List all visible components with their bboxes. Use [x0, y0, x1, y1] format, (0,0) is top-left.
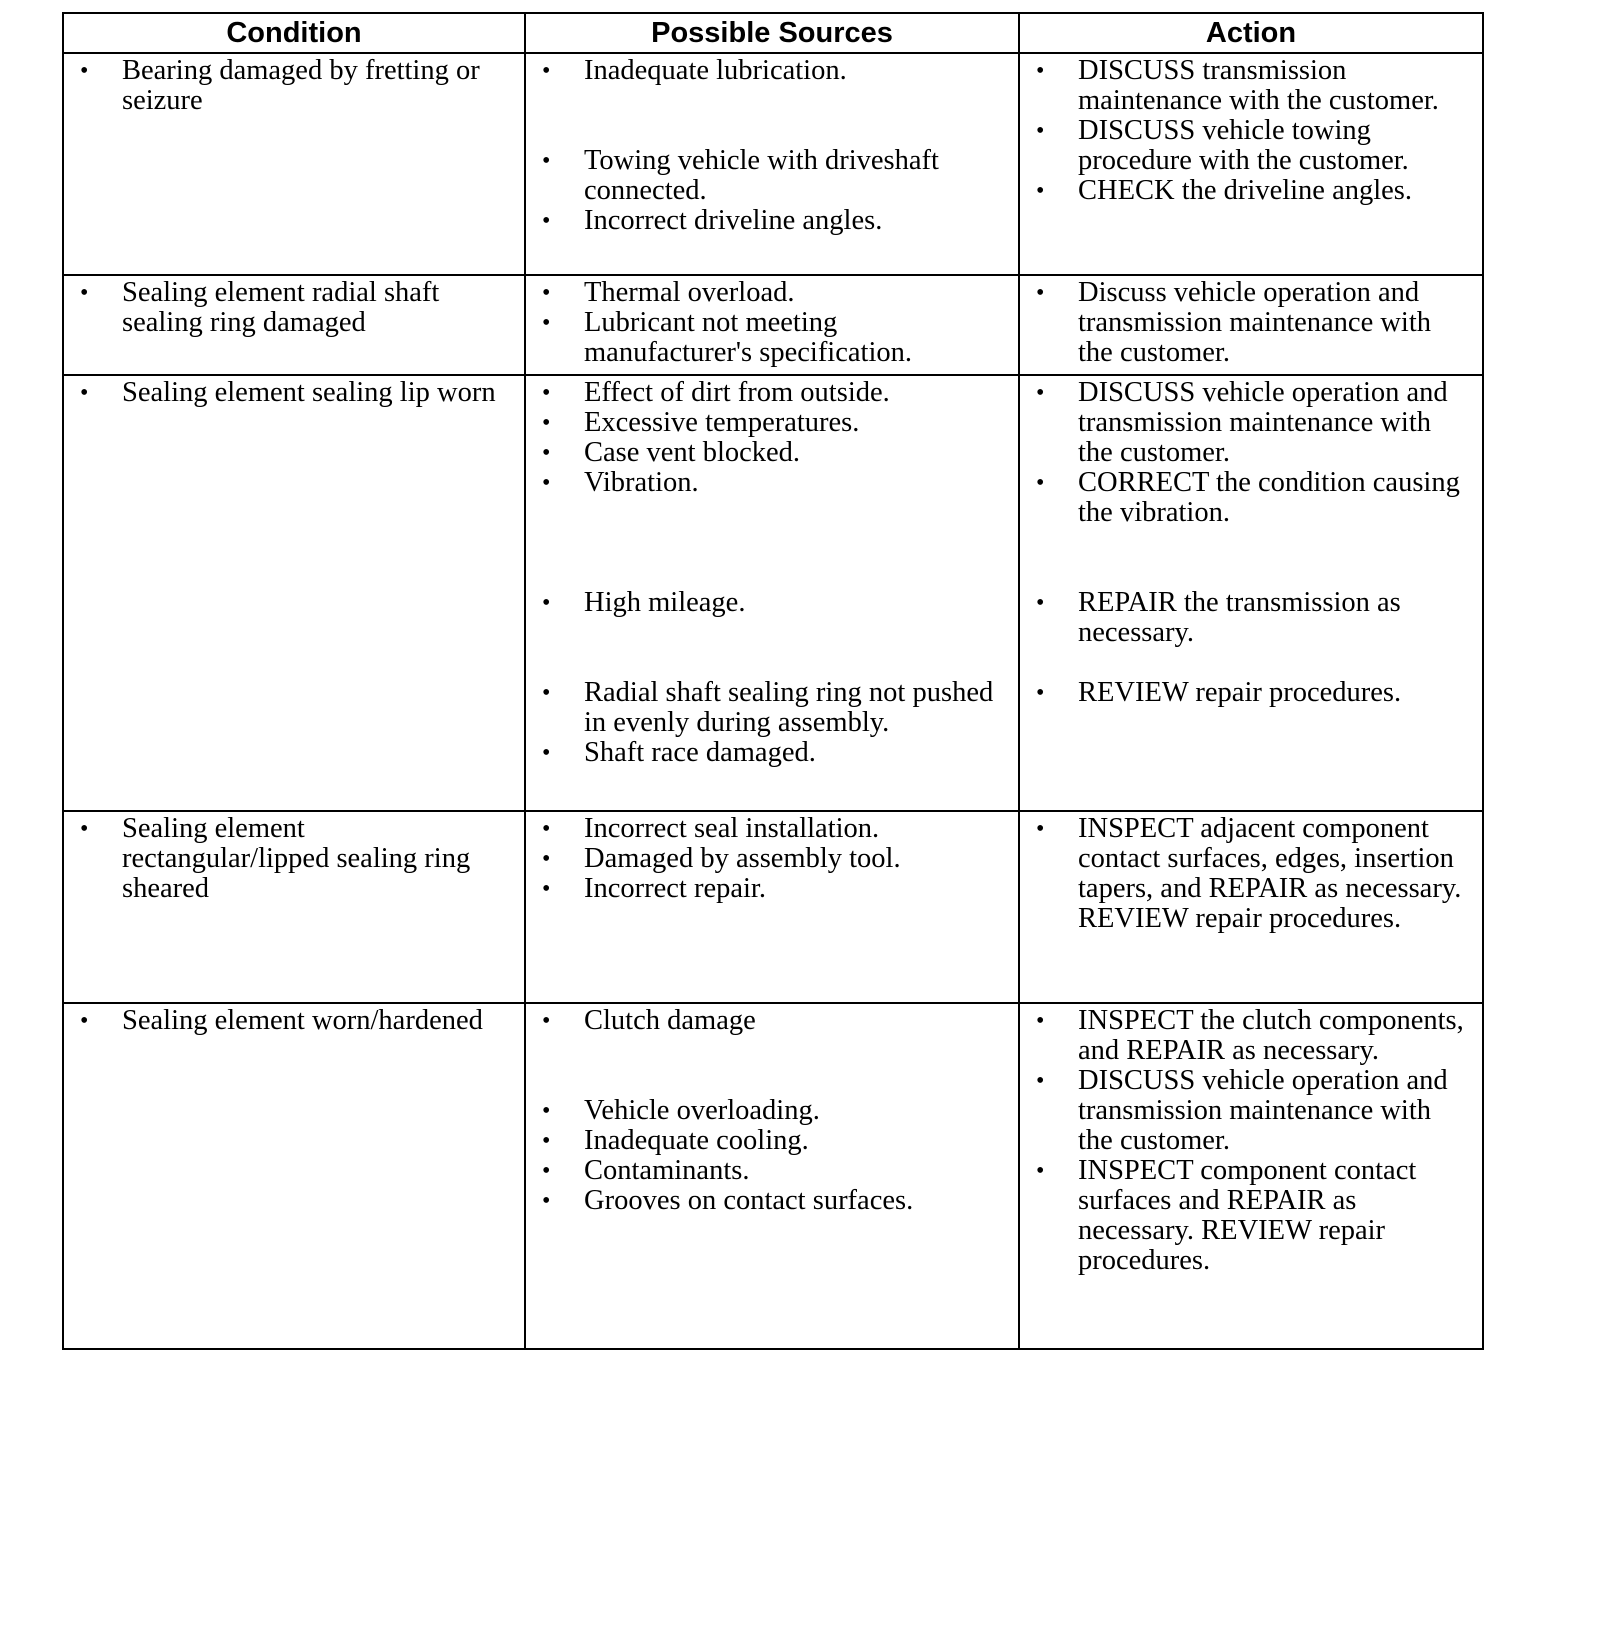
condition-text: Sealing element rectangular/lipped sealing ring sheared: [122, 813, 471, 904]
sources-cell: [525, 375, 1019, 811]
bullet-icon: •: [542, 1158, 551, 1184]
list-item: [540, 468, 1004, 498]
sources-cell: [525, 275, 1019, 375]
bullet-icon: •: [542, 1128, 551, 1154]
source-text: Vibration.: [584, 467, 699, 498]
table-row: [63, 375, 1483, 811]
list-item: [540, 56, 1004, 86]
list-item: [78, 1006, 510, 1036]
header-action: Action: [1019, 13, 1483, 53]
spacer: [540, 1036, 1004, 1096]
list-item: [1034, 116, 1468, 176]
bullet-icon: •: [1036, 380, 1045, 406]
bullet-icon: •: [542, 148, 551, 174]
list-item: [540, 146, 1004, 206]
source-text: Excessive temperatures.: [584, 407, 860, 438]
header-condition: Condition: [63, 13, 525, 53]
action-text: DISCUSS transmission maintenance with the customer.: [1078, 55, 1439, 116]
bullet-icon: •: [1036, 280, 1045, 306]
table-row: [63, 811, 1483, 1003]
list-item: [78, 378, 510, 408]
list-item: [540, 874, 1004, 904]
list-item: [540, 278, 1004, 308]
bullet-icon: •: [1036, 590, 1045, 616]
header-row: [63, 13, 1483, 53]
list-item: [540, 1096, 1004, 1126]
spacer: [540, 618, 1004, 678]
bullet-icon: •: [542, 816, 551, 842]
action-cell: [1019, 53, 1483, 275]
table-row: [63, 1003, 1483, 1349]
action-text: INSPECT adjacent component contact surfaces, edges, insertion tapers, and REPAIR as necessary. REVIEW repair procedures.: [1078, 813, 1462, 934]
source-text: Radial shaft sealing ring not pushed in evenly during assembly.: [584, 677, 994, 738]
action-text: INSPECT the clutch components, and REPAIR as necessary.: [1078, 1005, 1464, 1066]
list-item: [78, 56, 510, 116]
action-text: DISCUSS vehicle operation and transmission maintenance with the customer.: [1078, 377, 1448, 468]
action-text: DISCUSS vehicle towing procedure with the customer.: [1078, 115, 1409, 176]
list-item: [1034, 468, 1468, 528]
list-item: [1034, 588, 1468, 648]
condition-cell: [63, 1003, 525, 1349]
bullet-icon: •: [542, 1008, 551, 1034]
bullet-icon: •: [542, 58, 551, 84]
bullet-icon: •: [542, 380, 551, 406]
bullet-icon: •: [1036, 58, 1045, 84]
source-text: Incorrect repair.: [584, 873, 766, 904]
list-item: [540, 408, 1004, 438]
bullet-icon: •: [80, 58, 89, 84]
list-item: [540, 678, 1004, 738]
list-item: [540, 438, 1004, 468]
list-item: [1034, 1006, 1468, 1066]
condition-text: Sealing element sealing lip worn: [122, 377, 496, 408]
action-cell: [1019, 375, 1483, 811]
bullet-icon: •: [1036, 1158, 1045, 1184]
bullet-icon: •: [542, 876, 551, 902]
bullet-icon: •: [1036, 680, 1045, 706]
bullet-icon: •: [542, 1188, 551, 1214]
spacer: [1034, 648, 1468, 678]
bullet-icon: •: [542, 208, 551, 234]
list-item: [1034, 1156, 1468, 1276]
bullet-icon: •: [542, 680, 551, 706]
condition-text: Sealing element radial shaft sealing ring damaged: [122, 277, 440, 338]
list-item: [1034, 1066, 1468, 1156]
list-item: [1034, 176, 1468, 206]
bullet-icon: •: [80, 1008, 89, 1034]
list-item: [540, 814, 1004, 844]
list-item: [78, 278, 510, 338]
condition-cell: [63, 275, 525, 375]
bullet-icon: •: [80, 380, 89, 406]
bullet-icon: •: [542, 470, 551, 496]
bullet-icon: •: [1036, 178, 1045, 204]
source-text: Grooves on contact surfaces.: [584, 1185, 914, 1216]
action-cell: [1019, 275, 1483, 375]
spacer: [1034, 528, 1468, 588]
source-text: Incorrect seal installation.: [584, 813, 880, 844]
condition-text: Sealing element worn/hardened: [122, 1005, 483, 1036]
bullet-icon: •: [1036, 1008, 1045, 1034]
action-text: CHECK the driveline angles.: [1078, 175, 1413, 206]
table-row: [63, 53, 1483, 275]
bullet-icon: •: [542, 846, 551, 872]
list-item: [540, 308, 1004, 368]
bullet-icon: •: [1036, 470, 1045, 496]
list-item: [540, 1126, 1004, 1156]
condition-cell: [63, 53, 525, 275]
action-text: INSPECT component contact surfaces and REPAIR as necessary. REVIEW repair procedures.: [1078, 1155, 1417, 1276]
bullet-icon: •: [542, 280, 551, 306]
list-item: [540, 206, 1004, 236]
source-text: Effect of dirt from outside.: [584, 377, 890, 408]
source-text: Vehicle overloading.: [584, 1095, 820, 1126]
bullet-icon: •: [542, 440, 551, 466]
source-text: Towing vehicle with driveshaft connected.: [584, 145, 939, 206]
spacer: [540, 498, 1004, 588]
list-item: [1034, 678, 1468, 708]
list-item: [540, 1156, 1004, 1186]
source-text: Incorrect driveline angles.: [584, 205, 883, 236]
action-cell: [1019, 811, 1483, 1003]
source-text: Shaft race damaged.: [584, 737, 816, 768]
list-item: [1034, 56, 1468, 116]
bullet-icon: •: [80, 816, 89, 842]
source-text: High mileage.: [584, 587, 746, 618]
bullet-icon: •: [542, 1098, 551, 1124]
list-item: [540, 1006, 1004, 1036]
bullet-icon: •: [542, 310, 551, 336]
action-text: DISCUSS vehicle operation and transmission maintenance with the customer.: [1078, 1065, 1448, 1156]
action-text: REVIEW repair procedures.: [1078, 677, 1402, 708]
list-item: [540, 844, 1004, 874]
sources-cell: [525, 811, 1019, 1003]
source-text: Thermal overload.: [584, 277, 795, 308]
source-text: Contaminants.: [584, 1155, 750, 1186]
list-item: [540, 378, 1004, 408]
source-text: Clutch damage: [584, 1005, 756, 1036]
bullet-icon: •: [80, 280, 89, 306]
action-text: CORRECT the condition causing the vibration.: [1078, 467, 1460, 528]
diagnosis-table: [62, 12, 1484, 1350]
sources-cell: [525, 53, 1019, 275]
source-text: Damaged by assembly tool.: [584, 843, 901, 874]
list-item: [1034, 278, 1468, 368]
table-row: [63, 275, 1483, 375]
condition-cell: [63, 811, 525, 1003]
bullet-icon: •: [1036, 1068, 1045, 1094]
list-item: [540, 1186, 1004, 1216]
sources-cell: [525, 1003, 1019, 1349]
list-item: [540, 738, 1004, 768]
action-text: Discuss vehicle operation and transmission maintenance with the customer.: [1078, 277, 1432, 368]
source-text: Inadequate lubrication.: [584, 55, 847, 86]
source-text: Case vent blocked.: [584, 437, 801, 468]
spacer: [540, 86, 1004, 146]
list-item: [1034, 814, 1468, 934]
condition-cell: [63, 375, 525, 811]
bullet-icon: •: [1036, 118, 1045, 144]
header-possible-sources: Possible Sources: [525, 13, 1019, 53]
list-item: [1034, 378, 1468, 468]
list-item: [78, 814, 510, 904]
action-text: REPAIR the transmission as necessary.: [1078, 587, 1401, 648]
source-text: Lubricant not meeting manufacturer's specification.: [584, 307, 912, 368]
bullet-icon: •: [1036, 816, 1045, 842]
bullet-icon: •: [542, 740, 551, 766]
bullet-icon: •: [542, 410, 551, 436]
bullet-icon: •: [542, 590, 551, 616]
source-text: Inadequate cooling.: [584, 1125, 809, 1156]
condition-text: Bearing damaged by fretting or seizure: [122, 55, 480, 116]
action-cell: [1019, 1003, 1483, 1349]
list-item: [540, 588, 1004, 618]
